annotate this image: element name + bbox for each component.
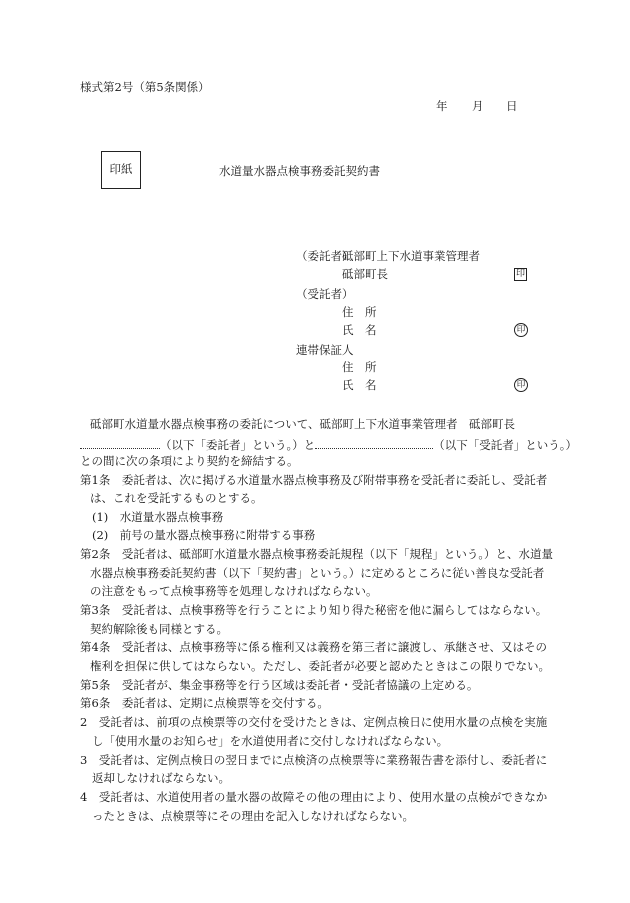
article-2-line-3: の注意をもって点検事務等を処理しなければならない。 bbox=[90, 584, 378, 598]
article-1-line-1: 第1条 委託者は、次に掲げる水道量水器点検事務及び附帯事務を受託者に委託し、受託者 bbox=[80, 473, 548, 487]
consignor-name-blank bbox=[80, 437, 160, 449]
article-1-item-1: (1) 水道量水器点検事務 bbox=[92, 510, 224, 524]
article-4-line-1: 第4条 受託者は、点検事務等に係る権利又は義務を第三者に譲渡し、承継させ、又はその bbox=[80, 640, 547, 654]
article-1-item-2: (2) 前号の量水器点検事務に附帯する事務 bbox=[92, 528, 316, 542]
date-month-label: 月 bbox=[472, 99, 484, 113]
article-5-line-1: 第5条 受託者が、集金事務等を行う区域は委託者・受託者協議の上定める。 bbox=[80, 678, 479, 692]
revenue-stamp-label: 印紙 bbox=[109, 162, 133, 177]
article-6-para-3-line-1: 3 受託者は、定例点検日の翌日までに点検済の点検票等に業務報告書を添付し、委託者に bbox=[80, 753, 548, 767]
form-number: 様式第2号（第5条関係） bbox=[80, 80, 210, 94]
consignee-name-label: 氏 名 bbox=[342, 323, 377, 337]
article-6-para-3-line-2: 返却しなければならない。 bbox=[92, 771, 230, 785]
consignor-label: （委託者） bbox=[296, 249, 354, 263]
guarantor-label: 連帯保証人 bbox=[296, 343, 354, 357]
consignee-label: （受託者） bbox=[296, 287, 354, 301]
article-6-para-2-line-2: し「使用水量のお知らせ」を水道使用者に交付しなければならない。 bbox=[92, 734, 449, 748]
consignee-name-blank bbox=[315, 437, 433, 449]
revenue-stamp-box bbox=[101, 151, 141, 189]
article-6-para-4-line-2: ったときは、点検票等にその理由を記入しなければならない。 bbox=[92, 809, 414, 823]
consignor-seal-square: 印 bbox=[515, 269, 525, 279]
intro-part-b: （以下「受託者」という。） bbox=[433, 438, 577, 452]
consignor-org: 砥部町上下水道事業管理者 bbox=[342, 249, 480, 263]
article-6-para-4-line-1: 4 受託者は、水道使用者の量水器の故障その他の理由により、使用水量の点検ができなか bbox=[80, 790, 548, 804]
date-day-label: 日 bbox=[506, 99, 518, 113]
guarantor-seal-round: 印 bbox=[514, 378, 528, 392]
document-title: 水道量水器点検事務委託契約書 bbox=[219, 164, 380, 178]
article-3-line-2: 契約解除後も同様とする。 bbox=[90, 622, 228, 636]
article-6-para-2-line-1: 2 受託者は、前項の点検票等の交付を受けたときは、定例点検日に使用水量の点検を実施 bbox=[80, 715, 548, 729]
intro-part-a: （以下「委託者」という。）と bbox=[160, 438, 316, 452]
guarantor-name-label: 氏 名 bbox=[342, 378, 377, 392]
consignee-seal-round: 印 bbox=[514, 323, 528, 337]
article-2-line-2: 水器点検事務委託契約書（以下「契約書」という。）に定めるところに従い善良な受託者 bbox=[90, 566, 545, 580]
article-4-line-2: 権利を担保に供してはならない。ただし、委託者が必要と認めたときはこの限りでない。 bbox=[90, 659, 550, 673]
intro-line-3: との間に次の条項により契約を締結する。 bbox=[80, 454, 299, 468]
article-3-line-1: 第3条 受託者は、点検事務等を行うことにより知り得た秘密を他に漏らしてはならない。 bbox=[80, 603, 548, 617]
date-year-label: 年 bbox=[436, 99, 448, 113]
consignee-address-label: 住 所 bbox=[342, 305, 377, 319]
guarantor-address-label: 住 所 bbox=[342, 360, 377, 374]
intro-line-2 bbox=[80, 437, 577, 452]
article-2-line-1: 第2条 受託者は、砥部町水道量水器点検事務委託規程（以下「規程」という。）と、水道量 bbox=[80, 547, 554, 561]
intro-line-1: 砥部町水道量水器点検事務の委託について、砥部町上下水道事業管理者 砥部町長 bbox=[90, 417, 516, 431]
consignor-name: 砥部町長 bbox=[342, 267, 388, 281]
article-1-line-2: は、これを受託するものとする。 bbox=[90, 491, 263, 505]
article-6-line-1: 第6条 委託者は、定期に点検票等を交付する。 bbox=[80, 696, 329, 710]
